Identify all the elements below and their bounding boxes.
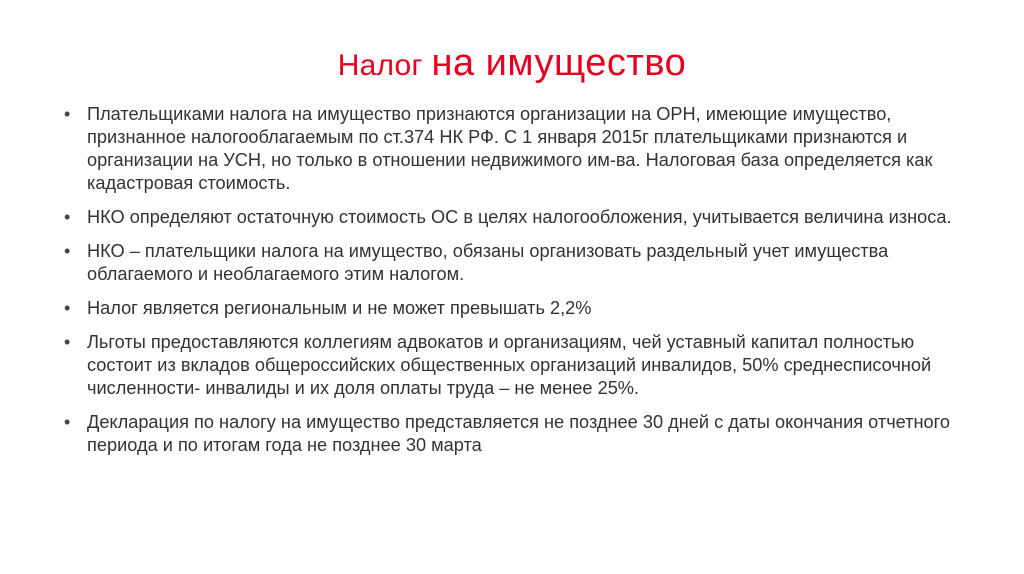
bullet-text: Льготы предоставляются коллегиям адвокатов и организациям, чей уставный капитал полностью состоит из вкладов общероссийских общественных организаций инвалидов, 50% среднесписочной численности- инвалиды и их доля оплаты труда – не менее 25%. <box>87 332 932 398</box>
bullet-item <box>64 411 964 457</box>
bullet-dot-icon: • <box>64 412 71 432</box>
bullet-text: Налог является региональным и не может превышать 2,2% <box>87 298 592 318</box>
bullet-text: Плательщиками налога на имущество признаются организации на ОРН, имеющие имущество, признанное налогооблагаемым по ст.374 НК РФ. С 1 января 2015г плательщиками признаются и организации на УСН, но только в отношении недвижимого им-ва. Налоговая база определяется как кадастровая стоимость. <box>87 104 933 193</box>
bullet-dot-icon: • <box>64 207 71 227</box>
bullet-item <box>64 206 964 229</box>
bullet-dot-icon: • <box>64 332 71 352</box>
bullet-item <box>64 331 964 400</box>
bullet-item <box>64 103 964 195</box>
bullet-text: Декларация по налогу на имущество представляется не позднее 30 дней с даты окончания отчетного периода и по итогам года не позднее 30 марта <box>87 412 951 455</box>
bullet-list <box>64 103 964 468</box>
bullet-text: НКО – плательщики налога на имущество, обязаны организовать раздельный учет имущества облагаемого и необлагаемого этим налогом. <box>87 241 889 284</box>
slide-title-part1: Налог <box>337 49 423 82</box>
slide-title-part2: на имущество <box>431 42 687 84</box>
bullet-dot-icon: • <box>64 104 71 124</box>
slide-title <box>0 44 1024 82</box>
bullet-dot-icon: • <box>64 241 71 261</box>
bullet-text: НКО определяют остаточную стоимость ОС в целях налогообложения, учитывается величина износа. <box>87 207 952 227</box>
bullet-dot-icon: • <box>64 298 71 318</box>
bullet-item <box>64 240 964 286</box>
bullet-item <box>64 297 964 320</box>
